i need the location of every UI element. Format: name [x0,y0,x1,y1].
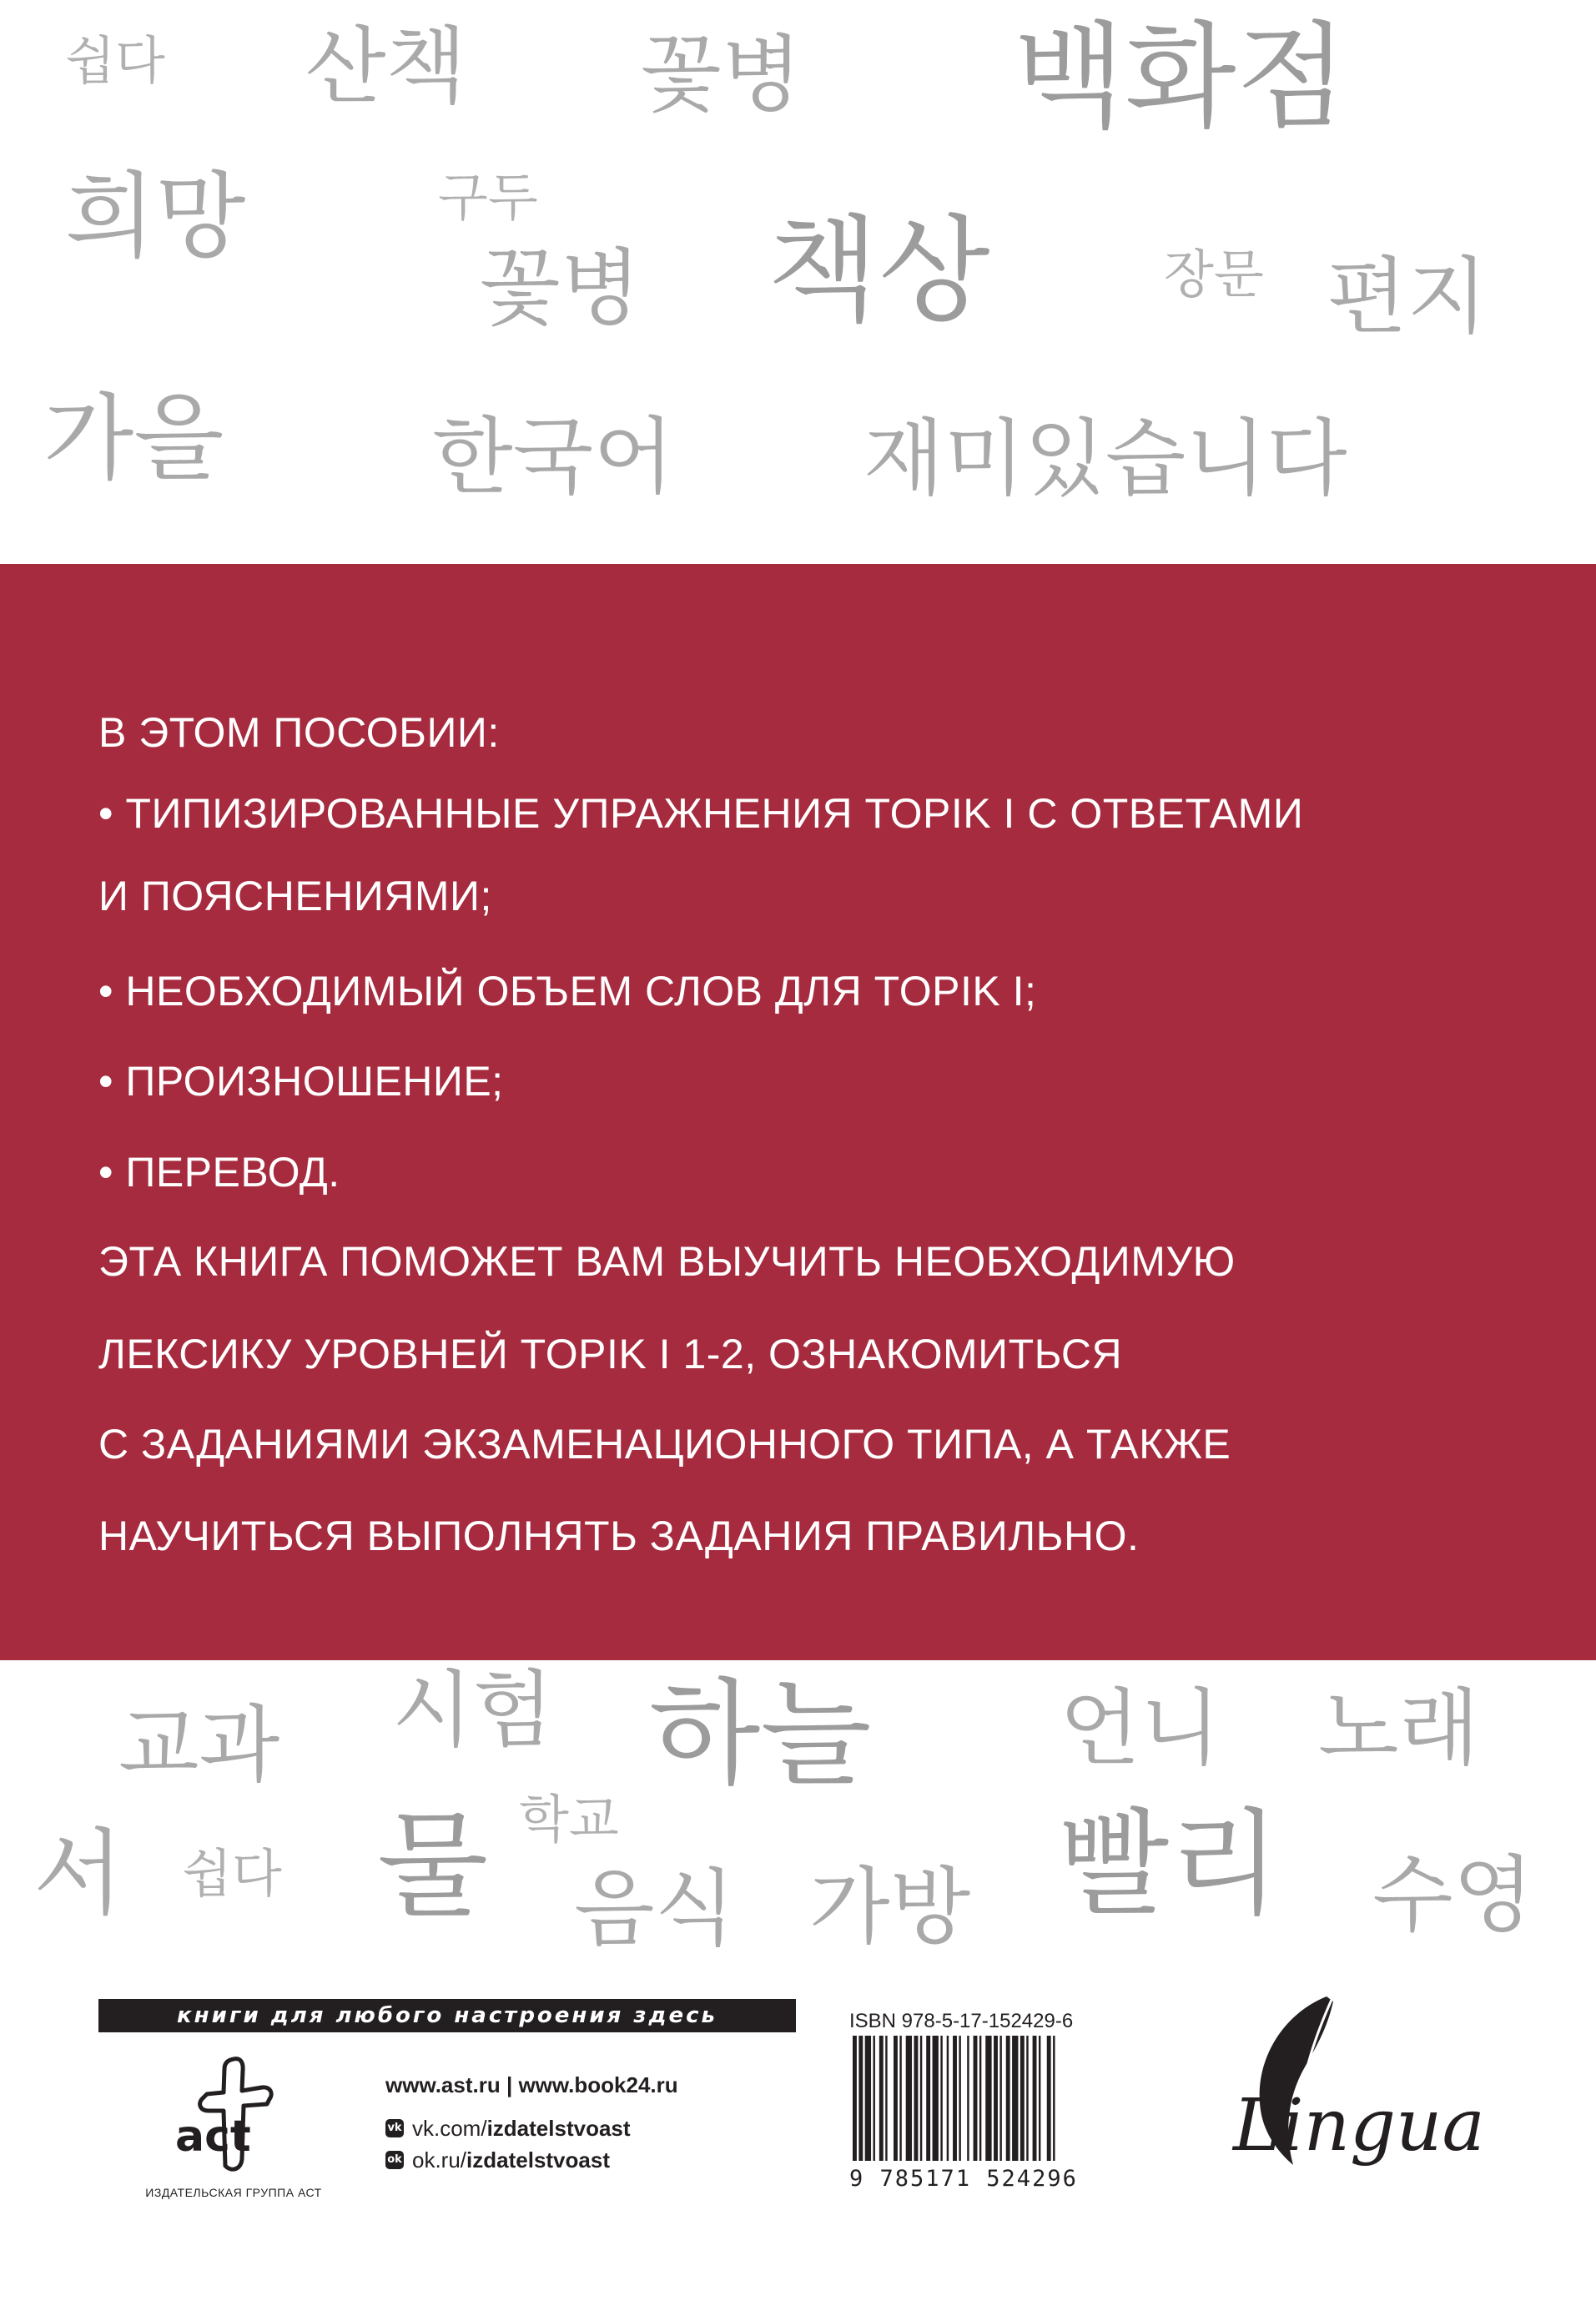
korean-word: 음식 [574,1860,736,1957]
slogan-banner: книги для любого настроения здесь [98,1999,796,2032]
korean-word: 수영 [1372,1846,1534,1944]
description-line: С ЗАДАНИЯМИ ЭКЗАМЕНАЦИОННОГО ТИПА, А ТАКЖЕ [98,1421,1231,1468]
korean-word: 꽃병 [641,26,803,123]
korean-word: 쉽다 [65,30,165,91]
panel-heading: В ЭТОМ ПОСОБИИ: [98,709,500,756]
ok-link[interactable]: ok.ru/izdatelstvoast [412,2147,610,2173]
korean-word: 꽃병 [480,239,642,337]
korean-word: 하늘 [649,1667,872,1801]
korean-word: 노래 [1318,1679,1480,1777]
korean-word: 빨리 [1058,1797,1281,1931]
lingua-imprint-logo: Lingua [1233,2084,1485,2167]
bullet-item: • ПРОИЗНОШЕНИЕ; [98,1058,504,1105]
vk-link[interactable]: vk.com/izdatelstvoast [412,2116,631,2141]
description-panel [0,564,1596,1660]
website-links[interactable]: www.ast.ru | www.book24.ru [385,2072,678,2097]
bullet-item: • ПЕРЕВОД. [98,1149,340,1196]
isbn-label: ISBN 978-5-17-152429-6 [849,2010,1074,2032]
publisher-caption: ИЗДАТЕЛЬСКАЯ ГРУППА АСТ [145,2186,322,2199]
barcode-image [849,2036,1108,2161]
korean-word: 학교 [519,1789,619,1850]
korean-word: 쉽다 [182,1843,282,1904]
korean-word: 장문 [1164,244,1264,305]
bullet-item: • НЕОБХОДИМЫЙ ОБЪЕМ СЛОВ ДЛЯ TOPIK I; [98,968,1037,1015]
korean-word: 한국어 [432,408,674,506]
korean-word: 산책 [305,18,467,115]
korean-word: 교과 [118,1696,280,1794]
description-line: ЭТА КНИГА ПОМОЖЕТ ВАМ ВЫУЧИТЬ НЕОБХОДИМУЮ [98,1238,1236,1285]
korean-word: 재미있습니다 [863,410,1347,507]
ast-publisher-logo [150,2052,309,2186]
description-line: НАУЧИТЬСЯ ВЫПОЛНЯТЬ ЗАДАНИЯ ПРАВИЛЬНО. [98,1513,1140,1559]
korean-word: 편지 [1327,248,1488,345]
bullet-item-continuation: И ПОЯСНЕНИЯМИ; [98,873,492,919]
korean-word: 백화점 [1014,10,1347,144]
korean-word: 언니 [1060,1679,1221,1777]
korean-word: 시험 [392,1661,554,1759]
description-line: ЛЕКСИКУ УРОВНЕЙ TOPIK I 1-2, ОЗНАКОМИТЬСЯ [98,1331,1123,1377]
korean-word: 가을 [43,385,224,493]
bullet-item: • ТИПИЗИРОВАННЫЕ УПРАЖНЕНИЯ TOPIK I С ОТВЕТАМИ [98,790,1304,837]
barcode-number: 9 785171 524296 [849,2166,1078,2192]
ok-icon: ok [385,2151,404,2169]
korean-word: 구두 [438,167,538,228]
korean-word: 희망 [65,163,246,271]
korean-word: 가방 [809,1858,971,1956]
korean-word: 서 [33,1820,124,1928]
vk-icon: vk [385,2119,404,2137]
svg-text:act: act [175,2112,251,2162]
korean-word: 물 [377,1799,489,1933]
korean-word: 책상 [768,204,990,338]
